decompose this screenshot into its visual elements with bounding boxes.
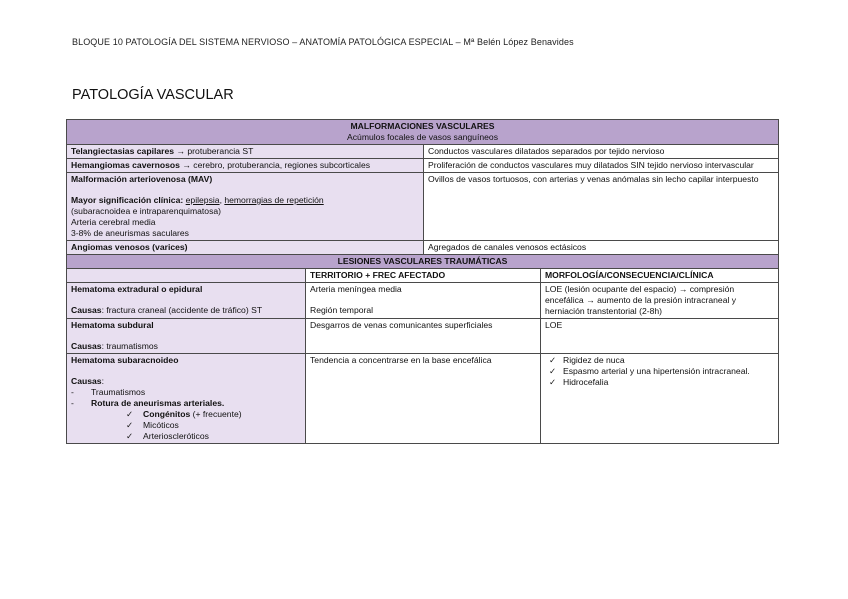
causas-list bbox=[71, 387, 301, 409]
extradural-territorio1: Arteria meníngea media bbox=[310, 284, 402, 294]
arrow-right-icon: → bbox=[176, 146, 186, 156]
mav-hemorragias: hemorragias de repetición bbox=[224, 195, 324, 205]
mav-epilepsia: epilepsia bbox=[185, 195, 220, 205]
list-item: ✓ Congénitos (+ frecuente) bbox=[126, 409, 242, 419]
table-row bbox=[67, 241, 779, 255]
angiomas-cell bbox=[67, 241, 424, 255]
hemangiomas-desc: Proliferación de conductos vasculares muy dilatados SIN tejido nervioso intervascular bbox=[424, 159, 779, 173]
table-row bbox=[67, 354, 779, 444]
subdural-morfologia: LOE bbox=[541, 319, 779, 354]
mav-line4: 3-8% de aneurismas saculares bbox=[71, 228, 189, 238]
malformaciones-heading-cell bbox=[67, 120, 779, 145]
traumaticas-header-row bbox=[67, 255, 779, 269]
telangiectasias-cell bbox=[67, 145, 424, 159]
check-icon: ✓ bbox=[549, 355, 557, 365]
subaracnoideo-name: Hematoma subaracnoideo bbox=[71, 355, 179, 365]
hemangiomas-location: cerebro, protuberancia, regiones subcorticales bbox=[193, 160, 371, 170]
empty-header-cell bbox=[67, 269, 306, 283]
extradural-territorio-cell bbox=[306, 283, 541, 319]
telangiectasias-location: protuberancia ST bbox=[187, 146, 254, 156]
extradural-causas-label: Causas bbox=[71, 305, 102, 315]
telangiectasias-desc: Conductos vasculares dilatados separados por tejido nervioso bbox=[424, 145, 779, 159]
malformaciones-header-row bbox=[67, 120, 779, 145]
table-row bbox=[67, 173, 779, 241]
subdural-name: Hematoma subdural bbox=[71, 320, 154, 330]
check-icon: ✓ bbox=[126, 431, 134, 441]
check-icon: ✓ bbox=[549, 377, 557, 387]
hemangiomas-cell bbox=[67, 159, 424, 173]
extradural-territorio2: Región temporal bbox=[310, 305, 374, 315]
list-item: ✓ Micóticos bbox=[126, 420, 179, 430]
hemangiomas-name: Hemangiomas cavernosos bbox=[71, 160, 180, 170]
list-item: ✓ Espasmo arterial y una hipertensión intracraneal. bbox=[549, 366, 750, 376]
extradural-causas: : fractura craneal (accidente de tráfico) ST bbox=[101, 305, 263, 315]
extradural-cell bbox=[67, 283, 306, 319]
mav-line2: (subaracnoidea e intraparenquimatosa) bbox=[71, 206, 222, 216]
mav-significance-label: Mayor significación clínica bbox=[71, 195, 181, 205]
subdural-cell bbox=[67, 319, 306, 354]
aneurismas-list bbox=[71, 409, 301, 442]
dash-bullet-icon: - bbox=[71, 387, 74, 397]
malformaciones-heading: MALFORMACIONES VASCULARES bbox=[350, 121, 495, 131]
page-header: BLOQUE 10 PATOLOGÍA DEL SISTEMA NERVIOSO – ANATOMÍA PATOLÓGICA ESPECIAL – Mª Belén López Benavides bbox=[72, 37, 574, 47]
table-row bbox=[67, 145, 779, 159]
subdural-territorio: Desgarros de venas comunicantes superficiales bbox=[306, 319, 541, 354]
check-icon: ✓ bbox=[126, 409, 134, 419]
mav-desc: Ovillos de vasos tortuosos, con arterias y venas anómalas sin lecho capilar interpuesto bbox=[424, 173, 779, 241]
angiomas-desc: Agregados de canales venosos ectásicos bbox=[424, 241, 779, 255]
dash-bullet-icon: - bbox=[71, 398, 74, 408]
page-title: PATOLOGÍA VASCULAR bbox=[72, 87, 234, 103]
list-item: ✓ Arterioscleróticos bbox=[126, 431, 209, 441]
table-row bbox=[67, 159, 779, 173]
subaracnoideo-clinica-cell bbox=[541, 354, 779, 444]
table-row bbox=[67, 319, 779, 354]
check-icon: ✓ bbox=[549, 366, 557, 376]
mav-cell: Malformación arteriovenosa (MAV) Mayor significación clínica: epilepsia, hemorragias de repetición (subaracnoidea e intraparenquimatosa) Arteria cerebral media 3-8% de aneurismas saculares bbox=[67, 173, 424, 241]
traumaticas-column-headers bbox=[67, 269, 779, 283]
table-row bbox=[67, 283, 779, 319]
check-icon: ✓ bbox=[126, 420, 134, 430]
angiomas-name: Angiomas venosos (varices) bbox=[71, 242, 188, 252]
clinica-list bbox=[545, 355, 774, 388]
list-item: ✓ Rigidez de nuca bbox=[549, 355, 625, 365]
morfologia-header: MORFOLOGÍA/CONSECUENCIA/CLÍNICA bbox=[541, 269, 779, 283]
list-item: - Rotura de aneurismas arteriales. bbox=[71, 398, 225, 408]
arrow-right-icon: → bbox=[182, 160, 191, 170]
list-item: ✓ Hidrocefalia bbox=[549, 377, 609, 387]
subaracnoideo-cell: Hematoma subaracnoideo Causas: - Traumatismos - Rotura de aneurismas arteriales. ✓ Congénitos (+ frecuente) ✓ Micóticos ✓ Arterioscleróticos bbox=[67, 354, 306, 444]
territorio-header: TERRITORIO + FREC AFECTADO bbox=[306, 269, 541, 283]
vascular-pathology-table bbox=[66, 119, 779, 444]
extradural-name: Hematoma extradural o epidural bbox=[71, 284, 203, 294]
traumaticas-heading: LESIONES VASCULARES TRAUMÁTICAS bbox=[67, 255, 779, 269]
telangiectasias-name: Telangiectasias capilares bbox=[71, 146, 175, 156]
malformaciones-subheading: Acúmulos focales de vasos sanguíneos bbox=[347, 132, 498, 142]
subdural-causas-label: Causas bbox=[71, 341, 102, 351]
list-item: - Traumatismos bbox=[71, 387, 146, 397]
subaracnoideo-territorio: Tendencia a concentrarse en la base encefálica bbox=[306, 354, 541, 444]
extradural-morfologia: LOE (lesión ocupante del espacio) → compresión encefálica → aumento de la presión intracraneal y herniación transtentorial (2-8h) bbox=[541, 283, 779, 319]
subdural-causas: : traumatismos bbox=[101, 341, 158, 351]
mav-line3: Arteria cerebral media bbox=[71, 217, 156, 227]
mav-name: Malformación arteriovenosa (MAV) bbox=[71, 174, 213, 184]
subaracnoideo-causas-label: Causas bbox=[71, 376, 102, 386]
